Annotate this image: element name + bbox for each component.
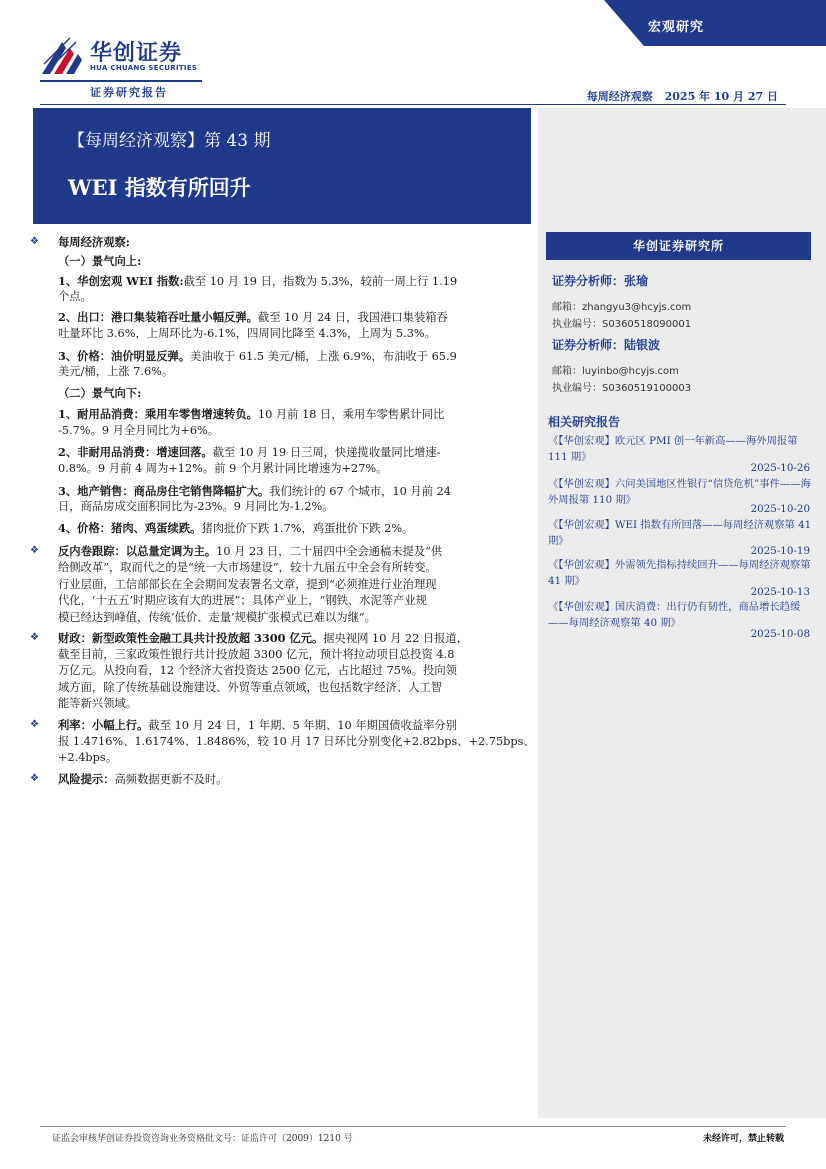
paragraph-line: -5.7%。9 月全月同比为+6%。: [58, 424, 220, 437]
title-banner: [33, 108, 531, 224]
diamond-bullet-icon: ❖: [30, 719, 39, 730]
analyst-email[interactable]: 邮箱：zhangyu3@hcyjs.com: [552, 302, 692, 313]
paragraph-line: 0.8%。9 月前 4 周为+12%。前 9 个月累计同比增速为+27%。: [58, 462, 388, 475]
diamond-bullet-icon: ❖: [30, 545, 39, 556]
company-logo: [40, 34, 210, 78]
analyst-name: 证券分析师：陆银波: [552, 338, 661, 352]
related-report-link[interactable]: 《【华创宏观】欧元区 PMI 创一年新高——海外周报第 111 期》: [548, 435, 798, 463]
diamond-bullet-icon: ❖: [30, 773, 39, 784]
section-heading: 每周经济观察:: [58, 235, 130, 249]
paragraph-line: 行业层面，工信部部长在全会期间发表署名文章，提到“必须推进行业治理现: [58, 578, 437, 591]
report-date: 2025 年 10 月 27 日: [664, 90, 778, 103]
paragraph-line: 模已经达到峰值，传统‘低价、走量’规模扩张模式已难以为继”。: [58, 611, 376, 624]
related-report-link[interactable]: 《【华创宏观】六问美国地区性银行“信贷危机”事件——海外周报第 110 期》: [548, 478, 811, 506]
paragraph-line: 4、价格：猪肉、鸡蛋续跌。猪肉批价下跌 1.7%，鸡蛋批价下跌 2%。: [58, 521, 414, 535]
category-tab: [604, 0, 826, 46]
report-title: WEI 指数有所回升: [68, 175, 251, 200]
paragraph-line: 万亿元。从投向看，12 个经济大省投资达 2500 亿元，占比超过 75%。投向领: [58, 664, 457, 677]
paragraph-line: 财政：新型政策性金融工具共计投放超 3300 亿元。据央视网 10 月 22 日报道，: [58, 631, 469, 645]
paragraph-line: 个点。: [58, 290, 92, 303]
logo-underline: [40, 80, 202, 82]
copyright-notice: 未经许可，禁止转载: [702, 1134, 784, 1144]
logo-chinese-name: 华创证券: [90, 41, 183, 66]
related-report-link[interactable]: 《【华创宏观】外需领先指标持续回升——每周经济观察第 41 期》: [548, 559, 811, 587]
paragraph-line: 利率：小幅上行。截至 10 月 24 日，1 年期、5 年期、10 年期国债收益率分别: [58, 718, 457, 732]
paragraph-line: 2、出口：港口集装箱吞吐量小幅反弹。截至 10 月 24 日，我国港口集装箱吞: [58, 310, 448, 324]
related-report-date: 2025-10-26: [750, 462, 810, 474]
related-reports-heading: 相关研究报告: [548, 415, 621, 429]
analyst-name: 证券分析师：张瑜: [552, 274, 649, 288]
paragraph-line: 域方面，除了传统基础设施建设、外贸等重点领域，也包括数字经济、人工智: [58, 681, 443, 694]
related-report-link[interactable]: 《【华创宏观】国庆消费：出行仍有韧性，商品增长趋缓——每周经济观察第 40 期》: [548, 601, 801, 629]
paragraph-line: 给侧改革”，取而代之的是“统一大市场建设”，较十九届五中全会有所转变。: [58, 561, 437, 574]
subsection-heading: （一）景气向上:: [58, 254, 142, 268]
related-report-link[interactable]: 《【华创宏观】WEI 指数有所回落——每周经济观察第 41 期》: [548, 519, 812, 547]
analyst-license: 执业编号：S0360518090001: [552, 319, 692, 330]
paragraph-line: 3、地产销售：商品房住宅销售降幅扩大。我们统计的 67 个城市，10 月前 24: [58, 484, 451, 498]
paragraph-line: 吐量环比 3.6%，上周环比为-6.1%，四周同比降至 4.3%，上周为 5.3%。: [58, 327, 436, 340]
header-divider: [40, 104, 786, 105]
footer-divider: [40, 1126, 786, 1127]
paragraph-line: 2、非耐用品消费：增速回落。截至 10 月 19 日三周，快递揽收量同比增速-: [58, 445, 441, 459]
series-name: 每周经济观察: [586, 90, 653, 103]
paragraph-line: 反内卷跟踪：以总量定调为主。10 月 23 日，二十届四中全会通稿未提及“供: [58, 544, 443, 558]
logo-mark-icon: [40, 34, 84, 78]
paragraph-line: 能等新兴领域。: [58, 697, 138, 710]
paragraph-line: 美元/桶，上涨 7.6%。: [58, 365, 174, 378]
diamond-bullet-icon: ❖: [30, 236, 39, 247]
paragraph-line: 日，商品房成交面积同比为-23%。9 月同比为-1.2%。: [58, 500, 334, 513]
paragraph-line: +2.4bps。: [58, 751, 117, 764]
paragraph-line: 3、价格：油价明显反弹。美油收于 61.5 美元/桶，上涨 6.9%，布油收于 65.9: [58, 349, 457, 363]
paragraph-line: 代化，‘十五五’时期应该有大的进展”；具体产业上，“钢铁、水泥等产业规: [58, 594, 427, 607]
issue-label: 【每周经济观察】第 43 期: [68, 131, 271, 151]
diamond-bullet-icon: ❖: [30, 632, 39, 643]
paragraph-line: 1、耐用品消费：乘用车零售增速转负。10 月前 18 日，乘用车零售累计同比: [58, 407, 445, 421]
related-report-date: 2025-10-08: [750, 628, 810, 640]
analyst-license: 执业编号：S0360519100003: [552, 383, 692, 394]
category-label: 宏观研究: [648, 20, 705, 35]
subsection-heading: （二）景气向下:: [58, 386, 142, 400]
analyst-email[interactable]: 邮箱：luyinbo@hcyjs.com: [552, 366, 679, 377]
document-type: 证券研究报告: [90, 86, 168, 99]
paragraph-line: 风险提示：高频数据更新不及时。: [58, 772, 228, 786]
report-meta: [579, 88, 778, 104]
related-report-date: 2025-10-13: [750, 586, 810, 598]
related-report-date: 2025-10-20: [750, 503, 810, 515]
license-notice: 证监会审核华创证券投资咨询业务资格批文号：证监许可（2009）1210 号: [52, 1134, 353, 1144]
paragraph-line: 截至目前，三家政策性银行共计投放超 3300 亿元，预计将拉动项目总投资 4.8: [58, 648, 455, 661]
institute-heading: 华创证券研究所: [546, 232, 811, 260]
paragraph-line: 1、华创宏观 WEI 指数:截至 10 月 19 日，指数为 5.3%，较前一周上行 1.19: [58, 274, 458, 288]
related-report-date: 2025-10-19: [750, 545, 810, 557]
paragraph-line: 报 1.4716%、1.6174%、1.8486%，较 10 月 17 日环比分别变化+2.82bps、+2.75bps、: [58, 735, 535, 748]
logo-english-name: HUA CHUANG SECURITIES: [90, 64, 198, 72]
